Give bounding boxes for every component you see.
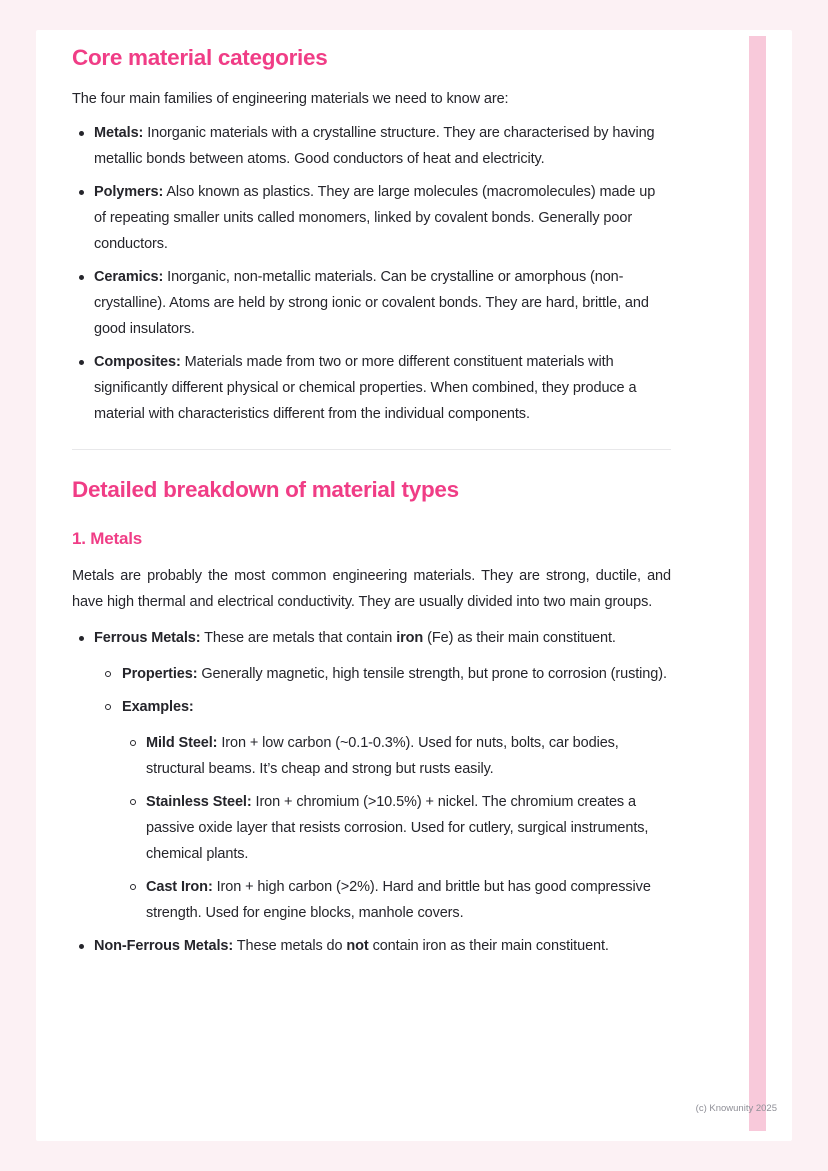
term-label: Metals: [94,125,144,141]
term-label: Polymers: [94,184,164,200]
term-description: These are metals that contain [200,630,397,646]
term-description: contain iron as their main constituent. [368,938,609,954]
list-item-polymers [72,179,671,257]
emphasis-word: not [346,938,369,954]
term-description: Inorganic materials with a crystalline structure. They are characterised by having metallic bonds between atoms. Good conductors of heat and electricity. [94,125,655,167]
list-item-properties [94,661,671,687]
term-label: Non-Ferrous Metals: [94,938,234,954]
term-label: Cast Iron: [146,879,213,895]
term-description: These metals do [233,938,347,954]
term-description: Generally magnetic, high tensile strength, but prone to corrosion (rusting). [197,666,667,682]
term-label: Ceramics: [94,269,164,285]
subheading-1-metals: 1. Metals [72,529,143,548]
ferrous-details-list [94,661,671,926]
document-card [36,30,792,1141]
term-label: Stainless Steel: [146,794,252,810]
term-description: Also known as plastics. They are large molecules (macromolecules) made up of repeating smaller units called monomers, linked by covalent bonds. Generally poor conductors. [94,184,656,252]
material-categories-list [72,120,671,427]
term-label: Composites: [94,354,181,370]
list-item-non-ferrous-metals [72,933,671,959]
term-description: Materials made from two or more different constituent materials with significantly different physical or chemical properties. When combined, they produce a material with characteristics different from the individual components. [94,354,637,422]
list-item-examples [94,694,671,926]
list-item-composites [72,349,671,427]
list-item-cast-iron [122,874,671,926]
term-label: Ferrous Metals: [94,630,201,646]
heading-core-material-categories: Core material categories [72,45,328,70]
term-label: Mild Steel: [146,735,218,751]
section-divider [72,449,671,450]
copyright-watermark: (c) Knowunity 2025 [695,1103,777,1114]
examples-list [122,730,671,926]
heading-detailed-breakdown: Detailed breakdown of material types [72,477,459,502]
accent-stripe [749,36,766,1131]
metals-intro-text: Metals are probably the most common engineering materials. They are strong, ductile, and have high thermal and electrical conductivity. They are usually divided into two main groups. [72,568,671,610]
list-item-ceramics [72,264,671,342]
term-label: Properties: [122,666,198,682]
list-item-ferrous-metals [72,625,671,926]
emphasis-word: iron [396,630,424,646]
list-item-mild-steel [122,730,671,782]
core-intro-text: The four main families of engineering materials we need to know are: [72,91,509,107]
list-item-metals [72,120,671,172]
term-description: Iron + low carbon (~0.1-0.3%). Used for nuts, bolts, car bodies, structural beams. It’s cheap and strong but rusts easily. [146,735,619,777]
document-content [36,30,671,959]
term-description: Inorganic, non-metallic materials. Can be crystalline or amorphous (non-crystalline). Atoms are held by strong ionic or covalent bonds. They are hard, brittle, and good insulators. [94,269,649,337]
term-description: Iron + high carbon (>2%). Hard and brittle but has good compressive strength. Used for engine blocks, manhole covers. [146,879,651,921]
metal-groups-list [72,625,671,959]
term-label: Examples: [122,699,194,715]
term-description: Iron + chromium (>10.5%) + nickel. The chromium creates a passive oxide layer that resists corrosion. Used for cutlery, surgical instruments, chemical plants. [146,794,649,862]
term-description: (Fe) as their main constituent. [423,630,616,646]
list-item-stainless-steel [122,789,671,867]
